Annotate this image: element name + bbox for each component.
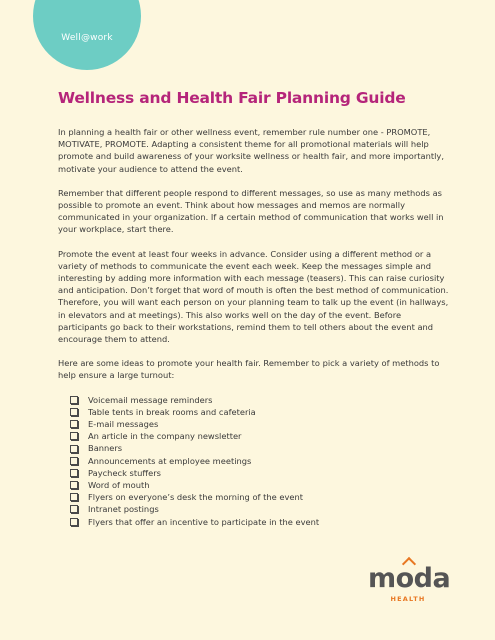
list-item-label: Flyers that offer an incentive to participate in the event xyxy=(88,516,320,527)
paragraph-ideas: Here are some ideas to promote your health fair. Remember to pick a variety of methods to help ensure a large turnout: xyxy=(58,358,440,381)
checkbox-icon xyxy=(70,396,78,404)
list-item-label: Table tents in break rooms and cafeteria xyxy=(88,406,256,417)
checkbox-icon xyxy=(70,493,78,501)
list-item-label: An article in the company newsletter xyxy=(88,431,242,442)
checkbox-icon xyxy=(70,432,78,440)
list-item-label: Intranet postings xyxy=(88,504,159,515)
moda-health-logo xyxy=(368,555,451,605)
paragraph-intro: In planning a health fair or other wellness event, remember rule number one - PROMOTE, MOTIVATE, PROMOTE. Adapting a consistent theme for all promotional materials will help promote and build awareness of your worksite wellness or health fair, and more importantly, motivate your audience to attend the event. xyxy=(58,127,444,174)
checkbox-icon xyxy=(70,445,78,453)
list-item xyxy=(70,430,450,442)
checkbox-icon xyxy=(70,505,78,513)
list-item-label: Word of mouth xyxy=(88,479,150,490)
logo-wordmark: moda xyxy=(368,563,451,594)
checkbox-icon xyxy=(70,420,78,428)
logo-subtitle: HEALTH xyxy=(390,595,426,603)
checkbox-icon xyxy=(70,408,78,416)
list-item xyxy=(70,516,450,528)
badge-label: Well@work xyxy=(61,33,113,43)
list-item xyxy=(70,479,450,491)
list-item xyxy=(70,491,450,503)
wellatwork-badge xyxy=(33,0,141,70)
list-item xyxy=(70,418,450,430)
list-item xyxy=(70,442,450,454)
list-item-label: Voicemail message reminders xyxy=(88,394,213,405)
list-item-label: Announcements at employee meetings xyxy=(88,455,252,466)
list-item xyxy=(70,455,450,467)
list-item-label: Banners xyxy=(88,443,123,454)
list-item xyxy=(70,467,450,479)
checkbox-icon xyxy=(70,481,78,489)
list-item-label: E-mail messages xyxy=(88,419,159,430)
list-item xyxy=(70,394,450,406)
document-body xyxy=(58,126,450,528)
paragraph-methods: Remember that different people respond to different messages, so use as many methods as possible to promote an event. Think about how messages and memos are normally communicated in your organization. If a certain method of communication that works well in your workplace, start there. xyxy=(58,187,444,235)
list-item-label: Paycheck stuffers xyxy=(88,467,161,478)
paragraph-timing: Promote the event at least four weeks in advance. Consider using a different method or a variety of methods to communicate the event each week. Keep the messages simple and interesting by adding more information with each message (teasers). This can raise curiosity and anticipation. Don’t forget that word of mouth is often the best method of communication. Therefore, you will want each person on your planning team to talk up the event (in hallways, in elevators and at meetings). This also works well on the day of the event. Before participants go back to their workstations, remind them to tell others about the event and encourage them to attend. xyxy=(58,248,449,345)
checkbox-icon xyxy=(70,469,78,477)
checkbox-icon xyxy=(70,518,78,526)
list-item xyxy=(70,503,450,515)
checkbox-icon xyxy=(70,457,78,465)
page-title: Wellness and Health Fair Planning Guide xyxy=(58,89,406,107)
promotion-checklist xyxy=(58,394,450,528)
list-item-label: Flyers on everyone’s desk the morning of the event xyxy=(88,492,303,503)
list-item xyxy=(70,406,450,418)
